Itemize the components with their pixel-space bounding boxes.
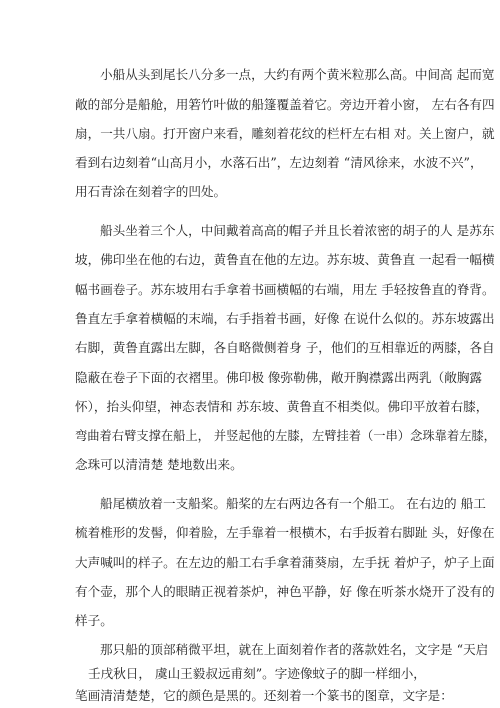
text-line: 扇，一共八扇。打开窗户来看，雕刻着花纹的栏杆左右相 对。关上窗户，就 bbox=[75, 126, 495, 141]
text-line: 念珠可以清清楚 楚地数出来。 bbox=[75, 457, 243, 472]
text-line: 坡，佛印坐在他的右边，黄鲁直在他的左边。苏东坡、黄鲁直 一起看一幅横 bbox=[75, 252, 495, 267]
text-line: 那只船的顶部稍微平坦，就在上面刻着作者的落款姓名，文字是 “天启 bbox=[100, 642, 489, 657]
text-line: 右脚，黄鲁直露出左脚，各自略微侧着身 子，他们的互相靠近的两膝，各自 bbox=[75, 340, 495, 355]
text-line: 船尾横放着一支船桨。船桨的左右两边各有一个船工。 在右边的 船工 bbox=[100, 496, 486, 511]
text-line: 幅书画卷子。苏东坡用右手拿着书画横幅的右端，用左 手轻按鲁直的脊背。 bbox=[75, 282, 495, 297]
text-line: 隐蔽在卷子下面的衣褶里。佛印极 像弥勒佛，敞开胸襟露出两乳（敞胸露 bbox=[75, 370, 483, 385]
text-line: 敞的部分是船舱，用箬竹叶做的船篷覆盖着它。旁边开着小窗， 左右各有四 bbox=[75, 97, 495, 112]
text-line: 梳着椎形的发髻，仰着脸，左手靠着一根横木，右手扳着右脚趾 头，好像在 bbox=[75, 525, 495, 540]
text-line: 小船从头到尾长八分多一点，大约有两个黄米粒那么高。中间高 起而宽 bbox=[100, 67, 495, 82]
text-line: 看到右边刻着“山高月小，水落石出”，左边刻着 “清风徐来，水波不兴”， bbox=[75, 155, 483, 170]
text-line: 怀），抬头仰望，神态表情和 苏东坡、黄鲁直不相类似。佛印平放着右膝， bbox=[75, 399, 489, 414]
text-line: 壬戌秋日， 虞山王毅叔远甫刻”。字迹像蚊子的脚一样细小， bbox=[88, 666, 426, 681]
text-line: 鲁直左手拿着横幅的末端，右手指着书画，好像 在说什么似的。苏东坡露出 bbox=[75, 311, 495, 326]
text-line: 用石青涂在刻着字的凹处。 bbox=[75, 184, 227, 199]
text-line: 大声喊叫的样子。在左边的船工右手拿着蒲葵扇，左手抚 着炉子，炉子上面 bbox=[75, 555, 495, 570]
text-line: 有个壶，那个人的眼睛正视着茶炉，神色平静，好 像在听茶水烧开了没有的 bbox=[75, 584, 495, 599]
text-line: 笔画清清楚楚，它的颜色是黑的。还刻着一个篆书的图章，文字是： bbox=[75, 688, 453, 703]
text-line: 船头坐着三个人，中间戴着高高的帽子并且长着浓密的胡子的人 是苏东 bbox=[100, 223, 495, 238]
text-line: 弯曲着右臂支撑在船上， 并竖起他的左膝，左臂挂着（一串）念珠靠着左膝， bbox=[75, 429, 496, 443]
text-line: 样子。 bbox=[75, 613, 113, 628]
